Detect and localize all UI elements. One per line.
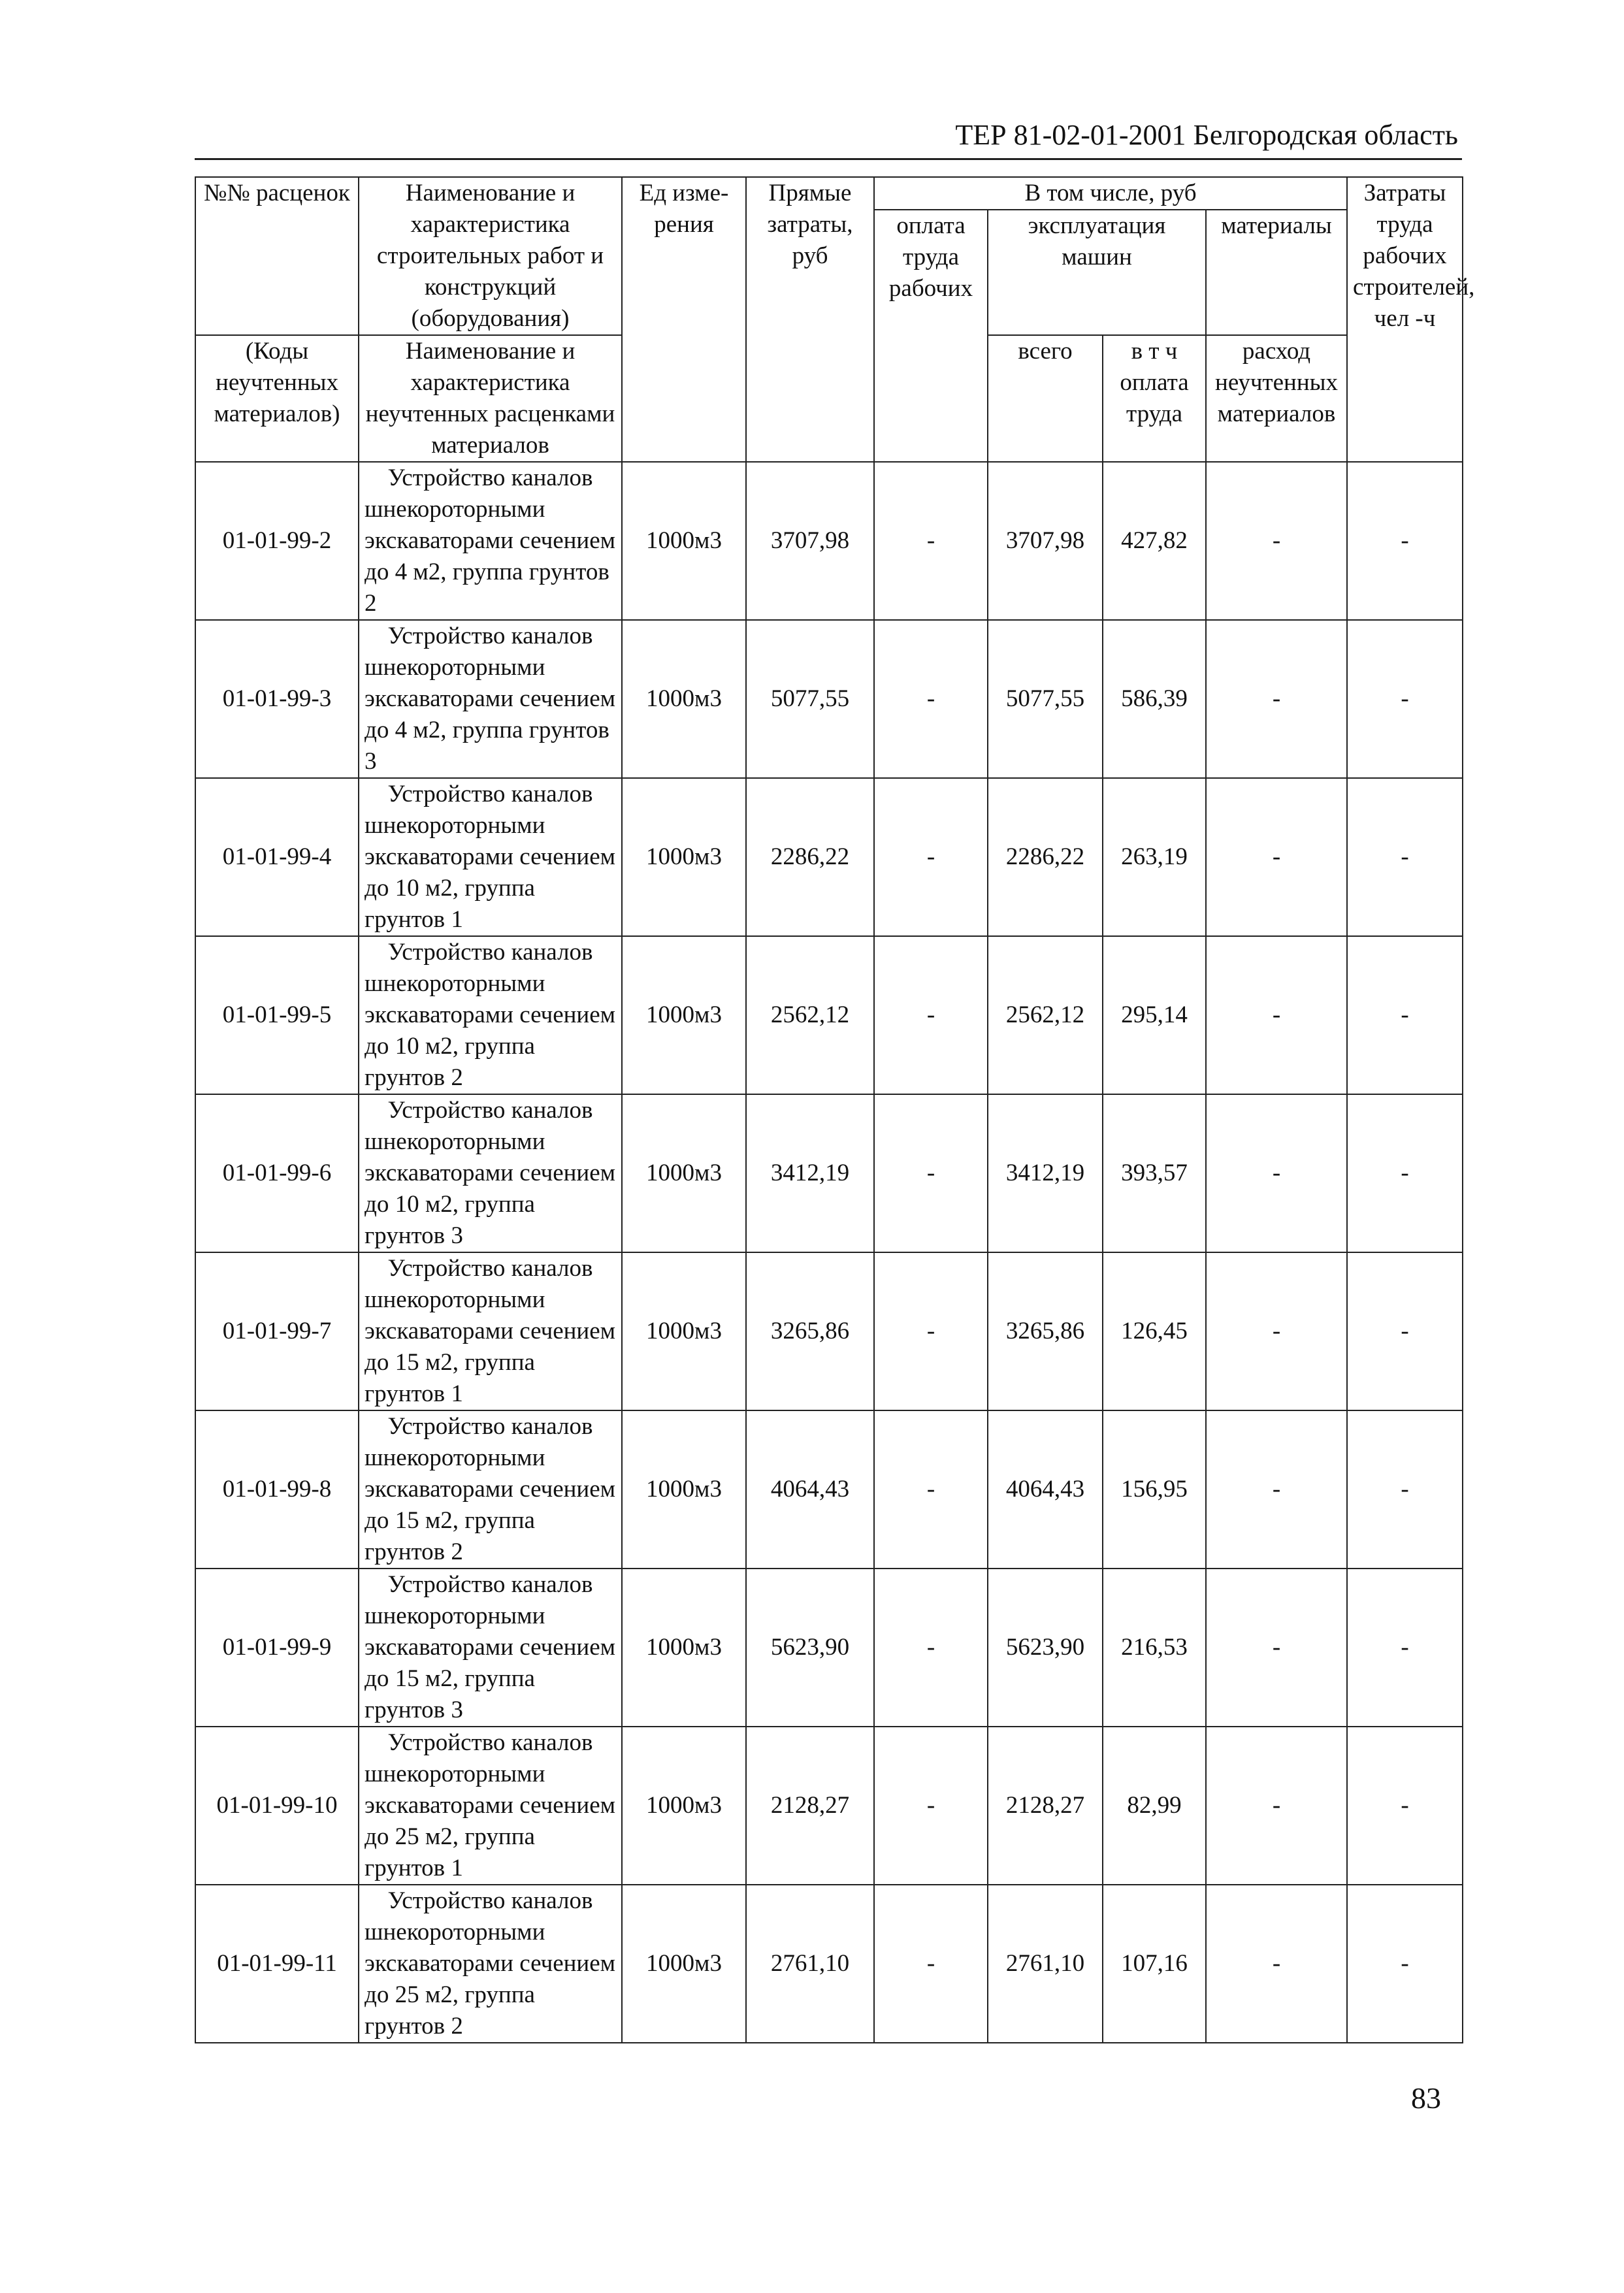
unit-cell: 1000м3	[622, 1094, 746, 1252]
work-description-rest: шнекороторными экскаваторами сечением до 15 м2, группа грунтов 3	[365, 1602, 616, 1723]
work-description-rest: шнекороторными экскаваторами сечением до 10 м2, группа грунтов 1	[365, 812, 616, 933]
labor-pay: -	[874, 1885, 988, 2043]
labor-pay: -	[874, 620, 988, 778]
work-description-rest: шнекороторными экскаваторами сечением до 15 м2, группа грунтов 1	[365, 1286, 616, 1407]
unit-cell: 1000м3	[622, 1569, 746, 1727]
direct-cost: 3412,19	[746, 1094, 874, 1252]
table-row	[195, 936, 1463, 1094]
labor-cost: -	[1347, 936, 1463, 1094]
table-row	[195, 1252, 1463, 1410]
machines-labor: 156,95	[1103, 1410, 1206, 1569]
table-row	[195, 1885, 1463, 2043]
direct-cost: 3265,86	[746, 1252, 874, 1410]
work-description	[359, 1885, 622, 2043]
unit-cell: 1000м3	[622, 620, 746, 778]
materials-cost: -	[1206, 1569, 1347, 1727]
machines-labor: 216,53	[1103, 1569, 1206, 1727]
header-labor-cost: Затраты труда рабочих строителей, чел -ч	[1347, 177, 1463, 462]
page-header	[195, 110, 1462, 160]
labor-pay: -	[874, 1094, 988, 1252]
unit-cell: 1000м3	[622, 936, 746, 1094]
table-row	[195, 778, 1463, 936]
materials-cost: -	[1206, 462, 1347, 620]
work-description-first-line: Устройство каналов	[387, 1413, 593, 1440]
header-labor-pay: оплата труда рабочих	[874, 210, 988, 462]
work-description-first-line: Устройство каналов	[387, 1887, 593, 1914]
work-description	[359, 1094, 622, 1252]
work-description-rest: шнекороторными экскаваторами сечением до 10 м2, группа грунтов 3	[365, 1128, 616, 1249]
materials-cost: -	[1206, 1410, 1347, 1569]
labor-pay: -	[874, 1410, 988, 1569]
work-description	[359, 1727, 622, 1885]
table-row	[195, 462, 1463, 620]
machines-total: 2761,10	[988, 1885, 1103, 2043]
labor-pay: -	[874, 1252, 988, 1410]
rate-code: 01-01-99-5	[195, 936, 359, 1094]
rates-table	[195, 176, 1475, 2043]
labor-pay: -	[874, 936, 988, 1094]
unit-cell: 1000м3	[622, 1410, 746, 1569]
unit-cell: 1000м3	[622, 462, 746, 620]
header-row-1	[195, 177, 1463, 210]
machines-total: 4064,43	[988, 1410, 1103, 1569]
unit-cell: 1000м3	[622, 1727, 746, 1885]
unit-cell: 1000м3	[622, 1252, 746, 1410]
materials-cost: -	[1206, 620, 1347, 778]
machines-total: 2286,22	[988, 778, 1103, 936]
machines-total: 3707,98	[988, 462, 1103, 620]
table-row	[195, 1410, 1463, 1569]
table-row	[195, 1727, 1463, 1885]
rate-code: 01-01-99-3	[195, 620, 359, 778]
page-number: 83	[1411, 2081, 1441, 2115]
labor-cost: -	[1347, 1410, 1463, 1569]
work-description	[359, 936, 622, 1094]
labor-cost: -	[1347, 1727, 1463, 1885]
header-incl: В том числе, руб	[874, 177, 1347, 210]
rate-code: 01-01-99-8	[195, 1410, 359, 1569]
machines-labor: 263,19	[1103, 778, 1206, 936]
header-name-sub: Наименование и характеристика неучтенных расценками материалов	[359, 335, 622, 462]
machines-labor: 82,99	[1103, 1727, 1206, 1885]
work-description	[359, 462, 622, 620]
work-description-rest: шнекороторными экскаваторами сечением до 25 м2, группа грунтов 1	[365, 1761, 616, 1881]
machines-labor: 107,16	[1103, 1885, 1206, 2043]
machines-total: 3265,86	[988, 1252, 1103, 1410]
header-machines-total: всего	[988, 335, 1103, 462]
work-description-rest: шнекороторными экскаваторами сечением до 10 м2, группа грунтов 2	[365, 970, 616, 1091]
rate-code: 01-01-99-11	[195, 1885, 359, 2043]
direct-cost: 2286,22	[746, 778, 874, 936]
work-description-rest: шнекороторными экскаваторами сечением до 4 м2, группа грунтов 3	[365, 654, 616, 775]
work-description-first-line: Устройство каналов	[387, 1255, 593, 1282]
direct-cost: 5623,90	[746, 1569, 874, 1727]
rate-code: 01-01-99-10	[195, 1727, 359, 1885]
rate-code: 01-01-99-7	[195, 1252, 359, 1410]
machines-total: 2562,12	[988, 936, 1103, 1094]
materials-cost: -	[1206, 1252, 1347, 1410]
work-description-first-line: Устройство каналов	[387, 464, 593, 491]
machines-total: 2128,27	[988, 1727, 1103, 1885]
rate-code: 01-01-99-2	[195, 462, 359, 620]
machines-total: 5623,90	[988, 1569, 1103, 1727]
work-description-first-line: Устройство каналов	[387, 781, 593, 807]
header-machines: эксплуатация машин	[988, 210, 1206, 335]
work-description-first-line: Устройство каналов	[387, 1571, 593, 1598]
table-row	[195, 1569, 1463, 1727]
document-title: ТЕР 81-02-01-2001 Белгородская область	[955, 119, 1458, 151]
labor-pay: -	[874, 1569, 988, 1727]
work-description-rest: шнекороторными экскаваторами сечением до 25 м2, группа грунтов 2	[365, 1919, 616, 2040]
labor-cost: -	[1347, 1885, 1463, 2043]
labor-cost: -	[1347, 620, 1463, 778]
header-direct: Прямые затраты, руб	[746, 177, 874, 462]
work-description-first-line: Устройство каналов	[387, 623, 593, 649]
table-row	[195, 620, 1463, 778]
header-materials-sub: расход неучтенных материалов	[1206, 335, 1347, 462]
materials-cost: -	[1206, 1094, 1347, 1252]
work-description	[359, 1410, 622, 1569]
work-description	[359, 1569, 622, 1727]
work-description-first-line: Устройство каналов	[387, 939, 593, 966]
labor-cost: -	[1347, 1094, 1463, 1252]
materials-cost: -	[1206, 778, 1347, 936]
work-description	[359, 778, 622, 936]
labor-pay: -	[874, 778, 988, 936]
direct-cost: 5077,55	[746, 620, 874, 778]
materials-cost: -	[1206, 936, 1347, 1094]
labor-pay: -	[874, 462, 988, 620]
materials-cost: -	[1206, 1885, 1347, 2043]
labor-pay: -	[874, 1727, 988, 1885]
machines-labor: 586,39	[1103, 620, 1206, 778]
direct-cost: 2761,10	[746, 1885, 874, 2043]
header-unit: Ед изме-рения	[622, 177, 746, 462]
table-row	[195, 1094, 1463, 1252]
labor-cost: -	[1347, 1252, 1463, 1410]
header-code-sub: (Коды неучтенных материалов)	[195, 335, 359, 462]
header-materials: материалы	[1206, 210, 1347, 335]
materials-cost: -	[1206, 1727, 1347, 1885]
machines-total: 5077,55	[988, 620, 1103, 778]
header-name: Наименование и характеристика строительных работ и конструкций (оборудования)	[359, 177, 622, 335]
machines-total: 3412,19	[988, 1094, 1103, 1252]
machines-labor: 393,57	[1103, 1094, 1206, 1252]
rate-code: 01-01-99-9	[195, 1569, 359, 1727]
labor-cost: -	[1347, 778, 1463, 936]
direct-cost: 3707,98	[746, 462, 874, 620]
work-description	[359, 620, 622, 778]
unit-cell: 1000м3	[622, 1885, 746, 2043]
labor-cost: -	[1347, 1569, 1463, 1727]
rate-code: 01-01-99-6	[195, 1094, 359, 1252]
unit-cell: 1000м3	[622, 778, 746, 936]
header-code: №№ расценок	[195, 177, 359, 335]
work-description-rest: шнекороторными экскаваторами сечением до 4 м2, группа грунтов 2	[365, 496, 616, 617]
labor-cost: -	[1347, 462, 1463, 620]
machines-labor: 295,14	[1103, 936, 1206, 1094]
direct-cost: 4064,43	[746, 1410, 874, 1569]
work-description-first-line: Устройство каналов	[387, 1729, 593, 1756]
header-machines-labor: в т ч оплата труда	[1103, 335, 1206, 462]
direct-cost: 2128,27	[746, 1727, 874, 1885]
machines-labor: 126,45	[1103, 1252, 1206, 1410]
machines-labor: 427,82	[1103, 462, 1206, 620]
direct-cost: 2562,12	[746, 936, 874, 1094]
work-description-rest: шнекороторными экскаваторами сечением до 15 м2, группа грунтов 2	[365, 1444, 616, 1565]
work-description	[359, 1252, 622, 1410]
rate-code: 01-01-99-4	[195, 778, 359, 936]
work-description-first-line: Устройство каналов	[387, 1097, 593, 1124]
